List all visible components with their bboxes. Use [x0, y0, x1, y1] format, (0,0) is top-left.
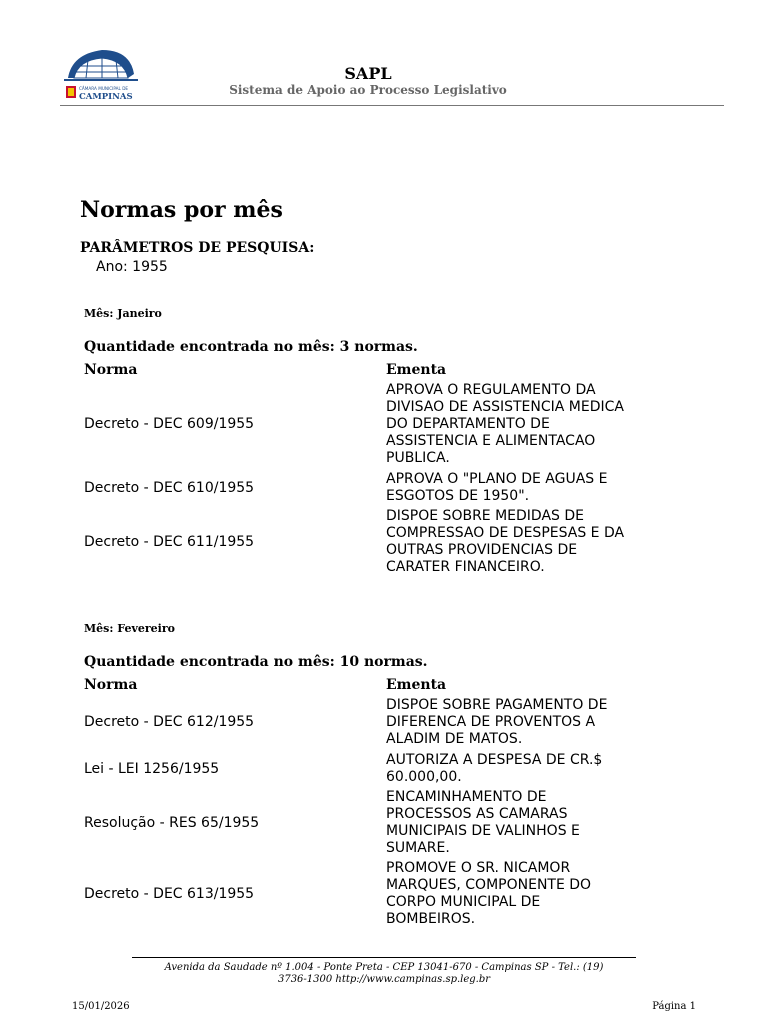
header-divider: [60, 105, 724, 106]
search-params-label: PARÂMETROS DE PESQUISA:: [80, 240, 315, 256]
column-header-norma: Norma: [84, 362, 138, 378]
norma-cell: Decreto - DEC 612/1955: [84, 714, 255, 730]
logo-caption-main: CAMPINAS: [79, 92, 133, 102]
ementa-cell: APROVA O REGULAMENTO DA DIVISAO DE ASSISTENCIA MEDICA DO DEPARTAMENTO DE ASSISTENCIA E ALIMENTACAO PUBLICA.: [386, 382, 624, 466]
month-count: Quantidade encontrada no mês: 10 normas.: [84, 654, 428, 670]
search-params-year: Ano: 1955: [96, 259, 168, 275]
month-count: Quantidade encontrada no mês: 3 normas.: [84, 339, 418, 355]
system-title: SAPL: [344, 64, 392, 83]
footer-page-number: Página 1: [652, 1001, 696, 1012]
footer-date: 15/01/2026: [72, 1001, 130, 1012]
column-header-ementa: Ementa: [386, 677, 447, 693]
ementa-cell: DISPOE SOBRE PAGAMENTO DE DIFERENCA DE PROVENTOS A ALADIM DE MATOS.: [386, 697, 608, 747]
column-header-ementa: Ementa: [386, 362, 447, 378]
ementa-cell: PROMOVE O SR. NICAMOR MARQUES, COMPONENTE DO CORPO MUNICIPAL DE BOMBEIROS.: [386, 860, 592, 927]
norma-cell: Decreto - DEC 613/1955: [84, 886, 255, 902]
ementa-cell: AUTORIZA A DESPESA DE CR.$ 60.000,00.: [386, 752, 603, 785]
norma-cell: Resolução - RES 65/1955: [84, 815, 260, 831]
ementa-cell: ENCAMINHAMENTO DE PROCESSOS AS CAMARAS MUNICIPAIS DE VALINHOS E SUMARE.: [386, 789, 580, 856]
norma-cell: Decreto - DEC 610/1955: [84, 480, 255, 496]
logo-caption-top: CÂMARA MUNICIPAL DE: [79, 86, 129, 91]
report-title: Normas por mês: [80, 197, 283, 223]
ementa-cell: DISPOE SOBRE MEDIDAS DE COMPRESSAO DE DESPESAS E DA OUTRAS PROVIDENCIAS DE CARATER FINANCEIRO.: [386, 508, 625, 575]
footer-address: Avenida da Saudade nº 1.004 - Ponte Preta - CEP 13041-670 - Campinas SP - Tel.: (19) 3736-1300 http://www.campinas.sp.leg.br: [164, 962, 604, 985]
system-subtitle: Sistema de Apoio ao Processo Legislativo: [229, 83, 507, 97]
norma-cell: Lei - LEI 1256/1955: [84, 761, 220, 777]
norma-cell: Decreto - DEC 611/1955: [84, 534, 255, 550]
column-header-norma: Norma: [84, 677, 138, 693]
ementa-cell: APROVA O "PLANO DE AGUAS E ESGOTOS DE 1950".: [386, 471, 608, 504]
month-label: Mês: Fevereiro: [84, 622, 175, 635]
month-label: Mês: Janeiro: [84, 307, 162, 320]
norma-cell: Decreto - DEC 609/1955: [84, 416, 255, 432]
footer-divider: [132, 957, 636, 958]
